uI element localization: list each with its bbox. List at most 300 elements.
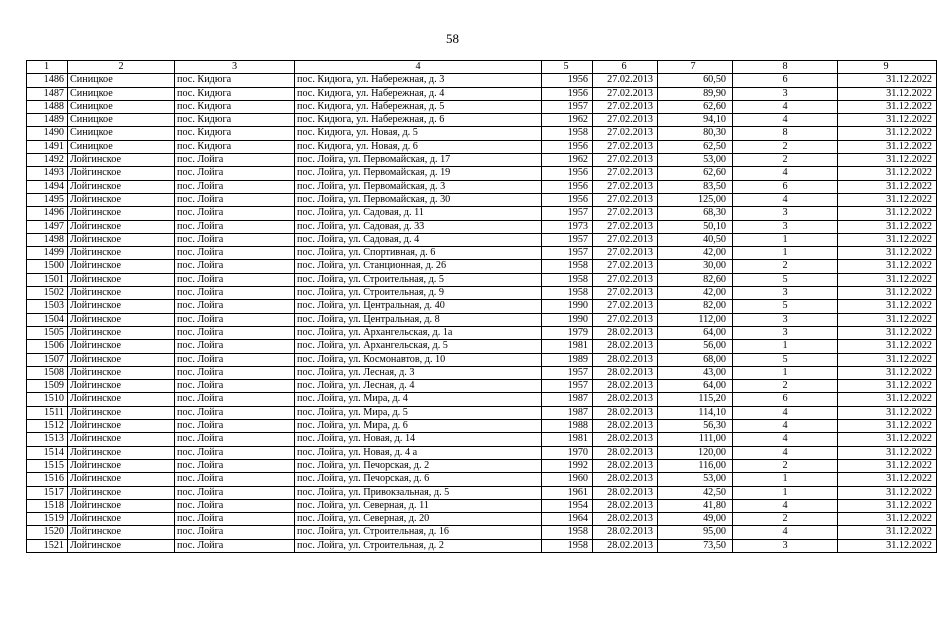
table-row (27, 127, 937, 140)
address-cell: пос. Лойга, ул. Садовая, д. 33 (295, 220, 542, 233)
table-row (27, 393, 937, 406)
settlement-cell: Лойгинское (68, 353, 175, 366)
settlement-cell: Синицкое (68, 127, 175, 140)
row-number-cell: 1513 (27, 433, 68, 446)
column-header: 3 (175, 61, 295, 74)
date-cell: 27.02.2013 (593, 114, 658, 127)
column-header: 1 (27, 61, 68, 74)
column-header: 8 (733, 61, 838, 74)
deadline-cell: 31.12.2022 (838, 326, 937, 339)
housing-registry-table (26, 60, 937, 553)
address-cell: пос. Лойга, ул. Мира, д. 4 (295, 393, 542, 406)
date-cell: 27.02.2013 (593, 74, 658, 87)
settlement-cell: Лойгинское (68, 300, 175, 313)
address-cell: пос. Лойга, ул. Северная, д. 20 (295, 513, 542, 526)
locality-cell: пос. Кидюга (175, 100, 295, 113)
locality-cell: пос. Лойга (175, 406, 295, 419)
row-number-cell: 1503 (27, 300, 68, 313)
residents-cell: 3 (733, 87, 838, 100)
deadline-cell: 31.12.2022 (838, 167, 937, 180)
locality-cell: пос. Лойга (175, 539, 295, 552)
residents-cell: 1 (733, 247, 838, 260)
deadline-cell: 31.12.2022 (838, 114, 937, 127)
settlement-cell: Лойгинское (68, 287, 175, 300)
settlement-cell: Лойгинское (68, 446, 175, 459)
table-row (27, 446, 937, 459)
locality-cell: пос. Кидюга (175, 114, 295, 127)
address-cell: пос. Лойга, ул. Центральная, д. 40 (295, 300, 542, 313)
deadline-cell: 31.12.2022 (838, 233, 937, 246)
residents-cell: 1 (733, 473, 838, 486)
deadline-cell: 31.12.2022 (838, 100, 937, 113)
date-cell: 28.02.2013 (593, 433, 658, 446)
row-number-cell: 1493 (27, 167, 68, 180)
date-cell: 28.02.2013 (593, 393, 658, 406)
date-cell: 27.02.2013 (593, 287, 658, 300)
year-cell: 1956 (542, 180, 593, 193)
residents-cell: 6 (733, 393, 838, 406)
deadline-cell: 31.12.2022 (838, 260, 937, 273)
date-cell: 27.02.2013 (593, 260, 658, 273)
deadline-cell: 31.12.2022 (838, 353, 937, 366)
row-number-cell: 1495 (27, 193, 68, 206)
address-cell: пос. Кидюга, ул. Новая, д. 5 (295, 127, 542, 140)
date-cell: 27.02.2013 (593, 220, 658, 233)
address-cell: пос. Лойга, ул. Привокзальная, д. 5 (295, 486, 542, 499)
area-cell: 114,10 (658, 406, 733, 419)
area-cell: 42,00 (658, 247, 733, 260)
locality-cell: пос. Лойга (175, 260, 295, 273)
year-cell: 1981 (542, 340, 593, 353)
settlement-cell: Лойгинское (68, 486, 175, 499)
year-cell: 1957 (542, 380, 593, 393)
deadline-cell: 31.12.2022 (838, 380, 937, 393)
deadline-cell: 31.12.2022 (838, 526, 937, 539)
settlement-cell: Синицкое (68, 87, 175, 100)
settlement-cell: Лойгинское (68, 513, 175, 526)
table-row (27, 247, 937, 260)
locality-cell: пос. Лойга (175, 300, 295, 313)
date-cell: 28.02.2013 (593, 513, 658, 526)
residents-cell: 5 (733, 353, 838, 366)
address-cell: пос. Лойга, ул. Спортивная, д. 6 (295, 247, 542, 260)
table-row (27, 486, 937, 499)
address-cell: пос. Кидюга, ул. Набережная, д. 4 (295, 87, 542, 100)
deadline-cell: 31.12.2022 (838, 140, 937, 153)
row-number-cell: 1509 (27, 380, 68, 393)
area-cell: 80,30 (658, 127, 733, 140)
settlement-cell: Синицкое (68, 74, 175, 87)
row-number-cell: 1510 (27, 393, 68, 406)
year-cell: 1956 (542, 193, 593, 206)
table-row (27, 287, 937, 300)
residents-cell: 3 (733, 539, 838, 552)
settlement-cell: Лойгинское (68, 420, 175, 433)
residents-cell: 4 (733, 406, 838, 419)
year-cell: 1956 (542, 87, 593, 100)
address-cell: пос. Лойга, ул. Космонавтов, д. 10 (295, 353, 542, 366)
locality-cell: пос. Лойга (175, 180, 295, 193)
deadline-cell: 31.12.2022 (838, 406, 937, 419)
residents-cell: 4 (733, 446, 838, 459)
locality-cell: пос. Кидюга (175, 140, 295, 153)
area-cell: 94,10 (658, 114, 733, 127)
date-cell: 28.02.2013 (593, 406, 658, 419)
settlement-cell: Лойгинское (68, 340, 175, 353)
year-cell: 1992 (542, 459, 593, 472)
date-cell: 27.02.2013 (593, 247, 658, 260)
address-cell: пос. Лойга, ул. Строительная, д. 2 (295, 539, 542, 552)
residents-cell: 2 (733, 380, 838, 393)
settlement-cell: Лойгинское (68, 393, 175, 406)
table-row (27, 180, 937, 193)
address-cell: пос. Лойга, ул. Лесная, д. 4 (295, 380, 542, 393)
date-cell: 28.02.2013 (593, 366, 658, 379)
table-row (27, 420, 937, 433)
area-cell: 30,00 (658, 260, 733, 273)
deadline-cell: 31.12.2022 (838, 180, 937, 193)
locality-cell: пос. Лойга (175, 473, 295, 486)
row-number-cell: 1507 (27, 353, 68, 366)
year-cell: 1987 (542, 393, 593, 406)
table-row (27, 154, 937, 167)
table-row (27, 100, 937, 113)
residents-cell: 4 (733, 420, 838, 433)
date-cell: 28.02.2013 (593, 326, 658, 339)
residents-cell: 1 (733, 486, 838, 499)
locality-cell: пос. Лойга (175, 513, 295, 526)
column-header: 6 (593, 61, 658, 74)
address-cell: пос. Лойга, ул. Центральная, д. 8 (295, 313, 542, 326)
area-cell: 40,50 (658, 233, 733, 246)
row-number-cell: 1517 (27, 486, 68, 499)
residents-cell: 3 (733, 287, 838, 300)
table-row (27, 513, 937, 526)
area-cell: 115,20 (658, 393, 733, 406)
address-cell: пос. Лойга, ул. Строительная, д. 9 (295, 287, 542, 300)
table-row (27, 300, 937, 313)
address-cell: пос. Лойга, ул. Лесная, д. 3 (295, 366, 542, 379)
date-cell: 28.02.2013 (593, 380, 658, 393)
residents-cell: 6 (733, 74, 838, 87)
locality-cell: пос. Лойга (175, 446, 295, 459)
table-row (27, 459, 937, 472)
row-number-cell: 1487 (27, 87, 68, 100)
year-cell: 1960 (542, 473, 593, 486)
locality-cell: пос. Лойга (175, 420, 295, 433)
row-number-cell: 1506 (27, 340, 68, 353)
year-cell: 1957 (542, 100, 593, 113)
table-row (27, 140, 937, 153)
row-number-cell: 1518 (27, 499, 68, 512)
year-cell: 1961 (542, 486, 593, 499)
settlement-cell: Лойгинское (68, 366, 175, 379)
date-cell: 28.02.2013 (593, 539, 658, 552)
table-body (27, 74, 937, 553)
residents-cell: 2 (733, 260, 838, 273)
table-row (27, 539, 937, 552)
year-cell: 1957 (542, 207, 593, 220)
year-cell: 1979 (542, 326, 593, 339)
area-cell: 82,60 (658, 273, 733, 286)
deadline-cell: 31.12.2022 (838, 87, 937, 100)
row-number-cell: 1498 (27, 233, 68, 246)
year-cell: 1957 (542, 233, 593, 246)
year-cell: 1973 (542, 220, 593, 233)
deadline-cell: 31.12.2022 (838, 513, 937, 526)
address-cell: пос. Кидюга, ул. Новая, д. 6 (295, 140, 542, 153)
deadline-cell: 31.12.2022 (838, 287, 937, 300)
area-cell: 60,50 (658, 74, 733, 87)
table-row (27, 366, 937, 379)
row-number-cell: 1520 (27, 526, 68, 539)
row-number-cell: 1508 (27, 366, 68, 379)
address-cell: пос. Лойга, ул. Первомайская, д. 30 (295, 193, 542, 206)
table-row (27, 473, 937, 486)
settlement-cell: Лойгинское (68, 406, 175, 419)
year-cell: 1954 (542, 499, 593, 512)
row-number-cell: 1512 (27, 420, 68, 433)
date-cell: 27.02.2013 (593, 100, 658, 113)
locality-cell: пос. Лойга (175, 433, 295, 446)
deadline-cell: 31.12.2022 (838, 247, 937, 260)
area-cell: 82,00 (658, 300, 733, 313)
settlement-cell: Лойгинское (68, 220, 175, 233)
residents-cell: 3 (733, 207, 838, 220)
locality-cell: пос. Лойга (175, 353, 295, 366)
residents-cell: 1 (733, 233, 838, 246)
residents-cell: 4 (733, 114, 838, 127)
address-cell: пос. Кидюга, ул. Набережная, д. 5 (295, 100, 542, 113)
locality-cell: пос. Лойга (175, 499, 295, 512)
area-cell: 53,00 (658, 473, 733, 486)
area-cell: 62,60 (658, 167, 733, 180)
year-cell: 1958 (542, 273, 593, 286)
table-row (27, 340, 937, 353)
locality-cell: пос. Лойга (175, 380, 295, 393)
locality-cell: пос. Лойга (175, 233, 295, 246)
area-cell: 42,00 (658, 287, 733, 300)
row-number-cell: 1502 (27, 287, 68, 300)
settlement-cell: Лойгинское (68, 260, 175, 273)
table-row (27, 260, 937, 273)
deadline-cell: 31.12.2022 (838, 154, 937, 167)
deadline-cell: 31.12.2022 (838, 499, 937, 512)
residents-cell: 5 (733, 273, 838, 286)
year-cell: 1956 (542, 74, 593, 87)
settlement-cell: Лойгинское (68, 193, 175, 206)
settlement-cell: Лойгинское (68, 499, 175, 512)
settlement-cell: Лойгинское (68, 167, 175, 180)
table-row (27, 433, 937, 446)
deadline-cell: 31.12.2022 (838, 313, 937, 326)
deadline-cell: 31.12.2022 (838, 207, 937, 220)
settlement-cell: Синицкое (68, 140, 175, 153)
table-row (27, 353, 937, 366)
deadline-cell: 31.12.2022 (838, 193, 937, 206)
residents-cell: 5 (733, 300, 838, 313)
table-row (27, 220, 937, 233)
settlement-cell: Лойгинское (68, 539, 175, 552)
date-cell: 28.02.2013 (593, 446, 658, 459)
year-cell: 1958 (542, 526, 593, 539)
row-number-cell: 1488 (27, 100, 68, 113)
address-cell: пос. Лойга, ул. Строительная, д. 5 (295, 273, 542, 286)
area-cell: 120,00 (658, 446, 733, 459)
row-number-cell: 1500 (27, 260, 68, 273)
year-cell: 1988 (542, 420, 593, 433)
date-cell: 28.02.2013 (593, 340, 658, 353)
address-cell: пос. Лойга, ул. Садовая, д. 4 (295, 233, 542, 246)
date-cell: 28.02.2013 (593, 499, 658, 512)
area-cell: 56,00 (658, 340, 733, 353)
table-row (27, 233, 937, 246)
date-cell: 28.02.2013 (593, 486, 658, 499)
table-row (27, 526, 937, 539)
date-cell: 28.02.2013 (593, 526, 658, 539)
locality-cell: пос. Кидюга (175, 74, 295, 87)
area-cell: 62,50 (658, 140, 733, 153)
area-cell: 68,30 (658, 207, 733, 220)
row-number-cell: 1516 (27, 473, 68, 486)
deadline-cell: 31.12.2022 (838, 273, 937, 286)
table-row (27, 74, 937, 87)
date-cell: 28.02.2013 (593, 473, 658, 486)
residents-cell: 3 (733, 220, 838, 233)
column-header: 9 (838, 61, 937, 74)
residents-cell: 2 (733, 513, 838, 526)
date-cell: 27.02.2013 (593, 127, 658, 140)
locality-cell: пос. Кидюга (175, 127, 295, 140)
address-cell: пос. Лойга, ул. Мира, д. 5 (295, 406, 542, 419)
column-header: 2 (68, 61, 175, 74)
row-number-cell: 1492 (27, 154, 68, 167)
residents-cell: 4 (733, 100, 838, 113)
row-number-cell: 1514 (27, 446, 68, 459)
year-cell: 1956 (542, 140, 593, 153)
table-row (27, 167, 937, 180)
column-header: 7 (658, 61, 733, 74)
table-row (27, 326, 937, 339)
table-row (27, 499, 937, 512)
date-cell: 27.02.2013 (593, 140, 658, 153)
row-number-cell: 1501 (27, 273, 68, 286)
deadline-cell: 31.12.2022 (838, 459, 937, 472)
row-number-cell: 1521 (27, 539, 68, 552)
date-cell: 27.02.2013 (593, 273, 658, 286)
table-row (27, 406, 937, 419)
settlement-cell: Лойгинское (68, 380, 175, 393)
date-cell: 27.02.2013 (593, 300, 658, 313)
locality-cell: пос. Лойга (175, 366, 295, 379)
deadline-cell: 31.12.2022 (838, 433, 937, 446)
area-cell: 73,50 (658, 539, 733, 552)
year-cell: 1981 (542, 433, 593, 446)
residents-cell: 6 (733, 180, 838, 193)
locality-cell: пос. Лойга (175, 486, 295, 499)
settlement-cell: Лойгинское (68, 313, 175, 326)
locality-cell: пос. Лойга (175, 154, 295, 167)
deadline-cell: 31.12.2022 (838, 539, 937, 552)
address-cell: пос. Лойга, ул. Северная, д. 11 (295, 499, 542, 512)
table-row (27, 380, 937, 393)
residents-cell: 4 (733, 433, 838, 446)
page-number: 58 (446, 31, 459, 46)
area-cell: 56,30 (658, 420, 733, 433)
table-row (27, 273, 937, 286)
area-cell: 111,00 (658, 433, 733, 446)
area-cell: 53,00 (658, 154, 733, 167)
residents-cell: 2 (733, 154, 838, 167)
address-cell: пос. Лойга, ул. Мира, д. 6 (295, 420, 542, 433)
row-number-cell: 1504 (27, 313, 68, 326)
row-number-cell: 1499 (27, 247, 68, 260)
deadline-cell: 31.12.2022 (838, 446, 937, 459)
date-cell: 27.02.2013 (593, 167, 658, 180)
area-cell: 89,90 (658, 87, 733, 100)
settlement-cell: Лойгинское (68, 459, 175, 472)
address-cell: пос. Лойга, ул. Печорская, д. 2 (295, 459, 542, 472)
locality-cell: пос. Лойга (175, 167, 295, 180)
locality-cell: пос. Кидюга (175, 87, 295, 100)
area-cell: 62,60 (658, 100, 733, 113)
locality-cell: пос. Лойга (175, 193, 295, 206)
table-row (27, 207, 937, 220)
date-cell: 28.02.2013 (593, 420, 658, 433)
area-cell: 125,00 (658, 193, 733, 206)
row-number-cell: 1490 (27, 127, 68, 140)
deadline-cell: 31.12.2022 (838, 300, 937, 313)
table-row (27, 193, 937, 206)
year-cell: 1962 (542, 114, 593, 127)
locality-cell: пос. Лойга (175, 313, 295, 326)
locality-cell: пос. Лойга (175, 340, 295, 353)
row-number-cell: 1496 (27, 207, 68, 220)
deadline-cell: 31.12.2022 (838, 486, 937, 499)
date-cell: 27.02.2013 (593, 154, 658, 167)
area-cell: 64,00 (658, 326, 733, 339)
date-cell: 27.02.2013 (593, 233, 658, 246)
address-cell: пос. Лойга, ул. Архангельская, д. 5 (295, 340, 542, 353)
column-header: 4 (295, 61, 542, 74)
residents-cell: 3 (733, 313, 838, 326)
area-cell: 68,00 (658, 353, 733, 366)
address-cell: пос. Кидюга, ул. Набережная, д. 3 (295, 74, 542, 87)
locality-cell: пос. Лойга (175, 220, 295, 233)
year-cell: 1987 (542, 406, 593, 419)
settlement-cell: Лойгинское (68, 433, 175, 446)
residents-cell: 2 (733, 459, 838, 472)
settlement-cell: Лойгинское (68, 473, 175, 486)
date-cell: 27.02.2013 (593, 313, 658, 326)
row-number-cell: 1491 (27, 140, 68, 153)
year-cell: 1990 (542, 313, 593, 326)
address-cell: пос. Лойга, ул. Станционная, д. 26 (295, 260, 542, 273)
locality-cell: пос. Лойга (175, 273, 295, 286)
address-cell: пос. Лойга, ул. Первомайская, д. 17 (295, 154, 542, 167)
settlement-cell: Лойгинское (68, 273, 175, 286)
address-cell: пос. Лойга, ул. Архангельская, д. 1а (295, 326, 542, 339)
settlement-cell: Лойгинское (68, 207, 175, 220)
area-cell: 49,00 (658, 513, 733, 526)
residents-cell: 1 (733, 340, 838, 353)
deadline-cell: 31.12.2022 (838, 340, 937, 353)
settlement-cell: Лойгинское (68, 154, 175, 167)
date-cell: 27.02.2013 (593, 193, 658, 206)
residents-cell: 4 (733, 193, 838, 206)
settlement-cell: Синицкое (68, 100, 175, 113)
year-cell: 1957 (542, 247, 593, 260)
